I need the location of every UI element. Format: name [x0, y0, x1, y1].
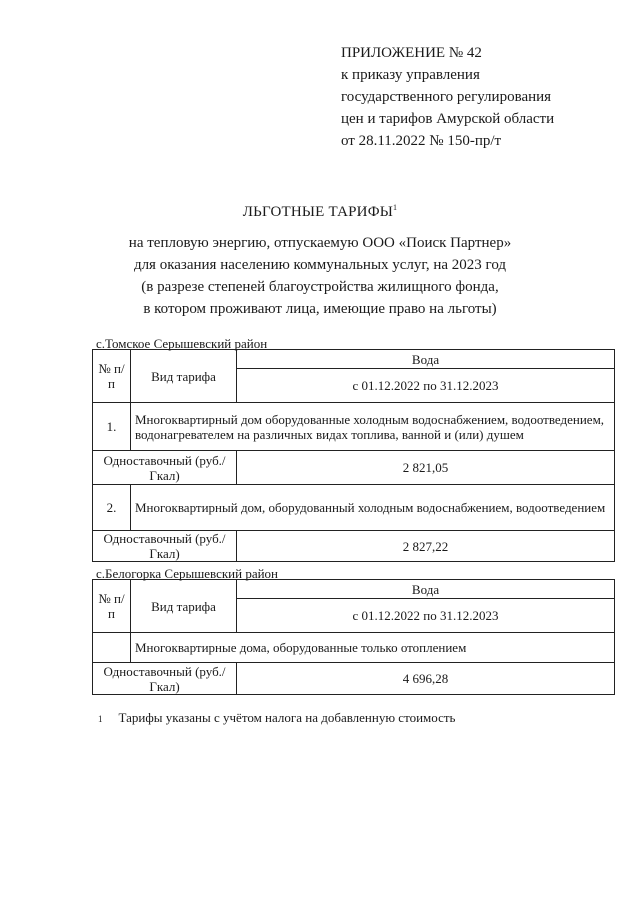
table-row — [93, 403, 615, 451]
subtitle-line: для оказания населению коммунальных услуг, на 2023 год — [133, 257, 507, 273]
row-tariff-label: Одноставочный (руб./Гкал) — [93, 451, 237, 485]
header-num: № п/п — [93, 350, 131, 403]
row-num: 2. — [93, 485, 131, 531]
row-num: 1. — [93, 403, 131, 451]
document-subtitle — [0, 232, 640, 320]
appendix-line: цен и тарифов Амурской области — [341, 111, 555, 127]
subtitle-line: в котором проживают лица, имеющие право на льготы) — [143, 301, 497, 317]
table-row — [93, 485, 615, 531]
appendix-line: от 28.11.2022 № 150-пр/т — [341, 133, 502, 149]
footnote-mark: 1 — [98, 714, 103, 724]
footnote-text: Тарифы указаны с учётом налога на добавленную стоимость — [118, 710, 456, 725]
table-row — [93, 531, 615, 562]
header-resource: Вода — [237, 350, 615, 369]
appendix-line: государственного регулирования — [341, 89, 552, 105]
table-row — [93, 451, 615, 485]
region-label-tomskoe: с.Томское Серышевский район — [96, 336, 268, 351]
header-tariff-type: Вид тарифа — [131, 350, 237, 403]
header-period: с 01.12.2022 по 31.12.2023 — [237, 599, 615, 633]
appendix-header — [341, 42, 554, 152]
tariff-table-tomskoe — [92, 349, 615, 562]
header-num: № п/п — [93, 580, 131, 633]
subtitle-line: (в разрезе степеней благоустройства жилищного фонда, — [141, 279, 499, 295]
title-footnote-mark: 1 — [393, 203, 398, 212]
subtitle-line: на тепловую энергию, отпускаемую ООО «Поиск Партнер» — [128, 235, 512, 251]
region-label-belogorka: с.Белогорка Серышевский район — [96, 566, 278, 581]
document-title — [0, 203, 640, 221]
row-value: 2 821,05 — [237, 451, 615, 485]
row-tariff-label: Одноставочный (руб./Гкал) — [93, 531, 237, 562]
table-row — [93, 633, 615, 663]
header-tariff-type: Вид тарифа — [131, 580, 237, 633]
row-value: 2 827,22 — [237, 531, 615, 562]
footnote — [98, 710, 455, 726]
appendix-line: к приказу управления — [341, 67, 480, 83]
appendix-line: ПРИЛОЖЕНИЕ № 42 — [341, 45, 482, 61]
header-resource: Вода — [237, 580, 615, 599]
row-description: Многоквартирные дома, оборудованные только отоплением — [131, 633, 615, 663]
row-num — [93, 633, 131, 663]
header-period: с 01.12.2022 по 31.12.2023 — [237, 369, 615, 403]
row-value: 4 696,28 — [237, 663, 615, 695]
row-tariff-label: Одноставочный (руб./Гкал) — [93, 663, 237, 695]
title-text: ЛЬГОТНЫЕ ТАРИФЫ — [242, 204, 394, 220]
tariff-table-belogorka — [92, 579, 615, 695]
table-row — [93, 663, 615, 695]
row-description: Многоквартирный дом, оборудованный холодным водоснабжением, водоотведением — [131, 485, 615, 531]
row-description: Многоквартирный дом оборудованные холодным водоснабжением, водоотведением, водонагревателем на различных видах топлива, ванной и (или) душем — [131, 403, 615, 451]
